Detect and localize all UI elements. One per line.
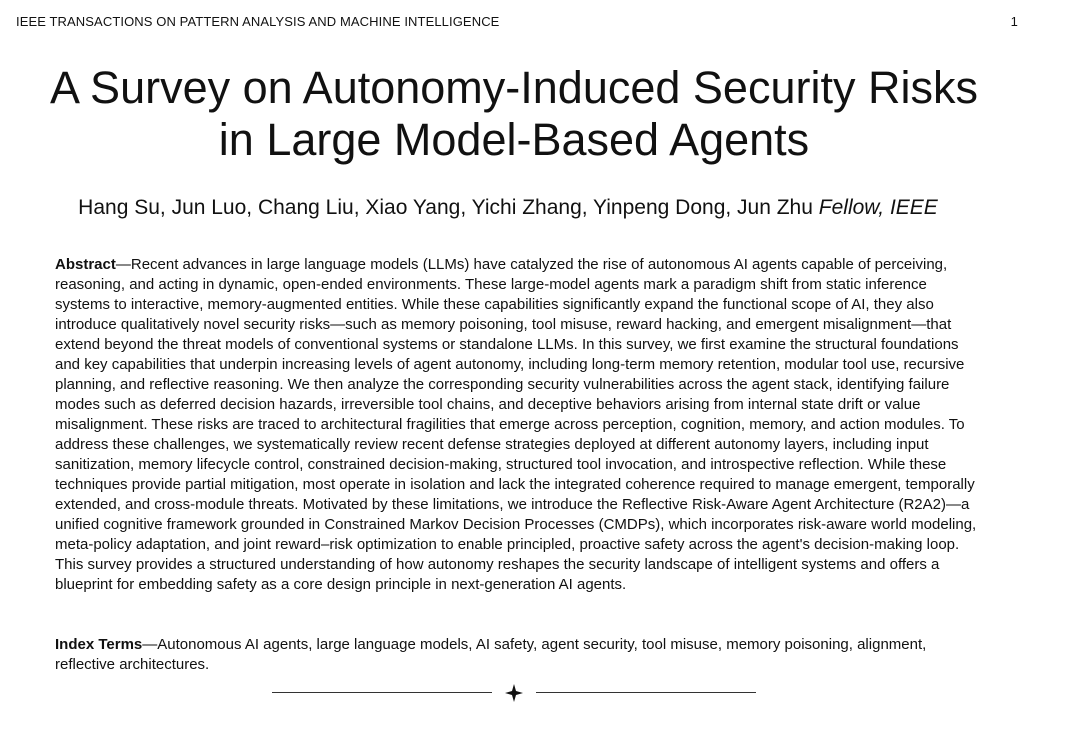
four-point-star-icon [504, 683, 524, 703]
author-fellow-note: Fellow, IEEE [818, 196, 938, 219]
divider-rule-left [272, 692, 492, 693]
author-names: Hang Su, Jun Luo, Chang Liu, Xiao Yang, Yichi Zhang, Yinpeng Dong, Jun Zhu [78, 196, 813, 219]
author-list [0, 195, 1016, 221]
paper-title-line-2: in Large Model-Based Agents [218, 114, 810, 165]
abstract-text: —Recent advances in large language models (LLMs) have catalyzed the rise of autonomous AI agents capable of perceiving, reasoning, and acting in dynamic, open-ended environments. These large-model agents mark a paradigm shift from static inference systems to interactive, memory-augmented entities. While these capabilities significantly expand the functional scope of AI, they also introduce qualitatively novel security risks—such as memory poisoning, tool misuse, reward hacking, and emergent misalignment—that extend beyond the threat models of conventional systems or standalone LLMs. In this survey, we first examine the structural foundations and key capabilities that underpin increasing levels of agent autonomy, including long-term memory retention, modular tool use, recursive planning, and reflective reasoning. We then analyze the corresponding security vulnerabilities across the agent stack, identifying failure modes such as deferred decision hazards, irreversible tool chains, and deceptive behaviors arising from internal state drift or value misalignment. These risks are traced to architectural fragilities that emerge across perception, cognition, memory, and action modules. To address these challenges, we systematically review recent defense strategies deployed at different autonomy layers, including input sanitization, memory lifecycle control, constrained decision-making, structured tool invocation, and introspective reflection. While these techniques provide partial mitigation, most operate in isolation and lack the integrated coherence required to manage emergent, temporally extended, and cross-module threats. Motivated by these limitations, we introduce the Reflective Risk-Aware Agent Architecture (R2A2)—a unified cognitive framework grounded in Constrained Markov Decision Processes (CMDPs), which incorporates risk-aware world modeling, meta-policy adaptation, and joint reward–risk optimization to enable principled, proactive safety across the agent's decision-making loop. This survey provides a structured understanding of how autonomy reshapes the security landscape of intelligent systems and offers a blueprint for embedding safety as a core design principle in next-generation AI agents. [55, 256, 977, 593]
section-divider [272, 681, 756, 705]
running-header [16, 14, 1018, 30]
index-terms-label: Index Terms [55, 636, 143, 653]
journal-name: IEEE TRANSACTIONS ON PATTERN ANALYSIS AND MACHINE INTELLIGENCE [16, 14, 500, 29]
paper-title-line-1: A Survey on Autonomy-Induced Security Risks [50, 62, 978, 113]
divider-rule-right [536, 692, 756, 693]
abstract-label: Abstract [55, 256, 116, 273]
page-number: 1 [1010, 14, 1018, 29]
paper-title [0, 62, 1028, 166]
index-terms [55, 635, 980, 675]
abstract [55, 255, 980, 595]
index-terms-text: —Autonomous AI agents, large language models, AI safety, agent security, tool misuse, memory poisoning, alignment, reflective architectures. [55, 636, 927, 673]
